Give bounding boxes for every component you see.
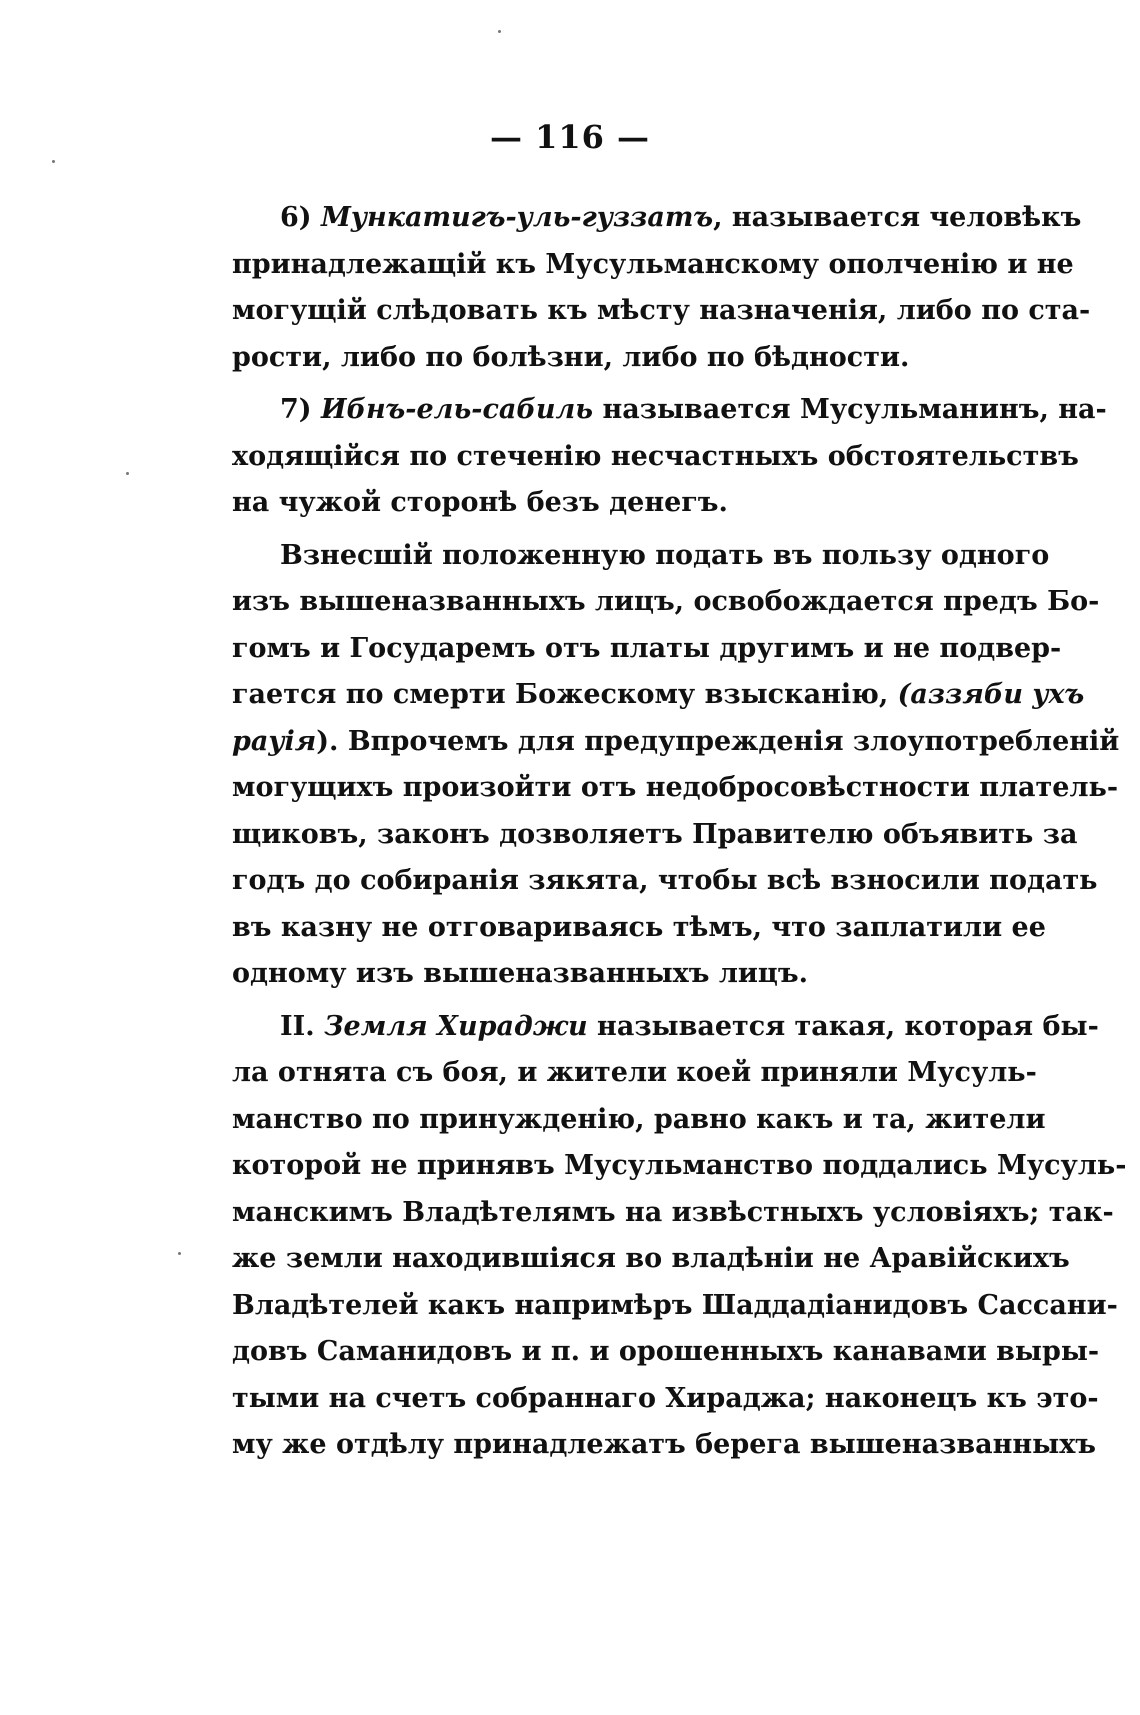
- text-line: [232, 1143, 1127, 1189]
- text-line: [232, 905, 1046, 951]
- text-line: [232, 1004, 1099, 1050]
- text-line: [232, 480, 1022, 526]
- text-run: могущій слѣдовать къ мѣсту назначенія, либо по ста-: [232, 295, 1091, 326]
- text-line: [232, 1236, 1070, 1282]
- text-line: [232, 1329, 1100, 1375]
- text-run: принадлежащій къ Мусульманскому ополченію и не: [232, 248, 1074, 280]
- text-run: ). Впрочемъ для предупрежденія злоупотребленій: [316, 725, 1120, 757]
- text-line: [232, 1050, 1037, 1096]
- text-line: [232, 951, 1022, 997]
- text-run: называется Мусульманинъ, на-: [593, 394, 1107, 425]
- text-run: щиковъ, законъ дозволяетъ Правителю объявить за: [232, 818, 1078, 850]
- text-run: же земли находившіяся во владѣніи не Аравійскихъ: [232, 1243, 1070, 1274]
- text-line: [232, 1097, 1046, 1143]
- text-run: годъ до собиранія зякята, чтобы всѣ взносили подать: [232, 865, 1098, 896]
- text-run: на чужой сторонѣ безъ денегъ.: [232, 487, 728, 518]
- text-run: Взнесшій положенную подать въ пользу одного: [280, 539, 1050, 571]
- text-run: манскимъ Владѣтелямъ на извѣстныхъ условіяхъ; так-: [232, 1196, 1114, 1228]
- text-line: [232, 579, 1100, 625]
- italic-term: Земля Хираджи: [324, 1010, 588, 1042]
- text-line: [232, 1190, 1114, 1236]
- text-run: гомъ и Государемъ отъ платы другимъ и не подвер-: [232, 632, 1062, 664]
- text-line: [232, 1422, 1096, 1468]
- text-run: довъ Саманидовъ и п. и орошенныхъ канавами выры-: [232, 1336, 1100, 1367]
- italic-term: (аззяби ухъ: [897, 679, 1085, 710]
- text-run: въ казну не отговариваясь тѣмъ, что заплатили ее: [232, 911, 1046, 943]
- text-run: 7): [280, 394, 321, 425]
- text-run: одному изъ вышеназванныхъ лицъ.: [232, 958, 808, 989]
- print-speck: [178, 1252, 181, 1255]
- text-run: Владѣтелей какъ напримѣръ Шаддадіанидовъ Сассани-: [232, 1289, 1118, 1321]
- text-line: [232, 672, 1085, 718]
- text-run: ходящійся по стеченію несчастныхъ обстоятельствъ: [232, 440, 1079, 472]
- text-line: [232, 1376, 1099, 1422]
- text-run: могущихъ произойти отъ недобросовѣстности платель-: [232, 772, 1119, 803]
- print-speck: [126, 472, 129, 475]
- text-line: [232, 719, 1120, 765]
- text-run: изъ вышеназванныхъ лицъ, освобождается предъ Бо-: [232, 586, 1100, 617]
- text-run: му же отдѣлу принадлежатъ берега вышеназванныхъ: [232, 1429, 1096, 1460]
- text-run: 6): [280, 202, 321, 233]
- italic-term: Ибнъ-ель-сабиль: [320, 394, 594, 425]
- print-speck: [52, 160, 55, 163]
- text-run: манство по принужденію, равно какъ и та, жители: [232, 1103, 1046, 1135]
- text-run: гается по смерти Божескому взысканію,: [232, 679, 898, 710]
- text-run: которой не принявъ Мусульманство поддались Мусуль-: [232, 1150, 1127, 1181]
- text-line: [232, 434, 1079, 480]
- text-line: [232, 195, 1082, 241]
- text-run: рости, либо по болѣзни, либо по бѣдности.: [232, 341, 910, 373]
- text-line: [232, 387, 1107, 433]
- italic-term: рауія: [232, 725, 317, 757]
- page-number: — 116 —: [489, 118, 651, 156]
- text-line: [232, 288, 1091, 334]
- text-line: [232, 812, 1078, 858]
- text-line: [232, 335, 1022, 381]
- text-line: [232, 626, 1062, 672]
- text-run: , называется человѣкъ: [713, 202, 1082, 233]
- text-line: [232, 765, 1119, 811]
- text-line: [232, 1283, 1118, 1329]
- italic-term: Мункатигъ-уль-гуззатъ: [320, 202, 714, 233]
- text-run: тыми на счетъ собраннаго Хираджа; наконецъ къ это-: [232, 1382, 1099, 1414]
- text-line: [232, 533, 1050, 579]
- text-run: ла отнята съ боя, и жители коей приняли Мусуль-: [232, 1057, 1037, 1088]
- text-run: называется такая, которая бы-: [587, 1010, 1099, 1042]
- text-line: [232, 858, 1098, 904]
- text-run: II.: [280, 1010, 325, 1042]
- text-line: [232, 242, 1074, 288]
- print-speck: [498, 30, 501, 33]
